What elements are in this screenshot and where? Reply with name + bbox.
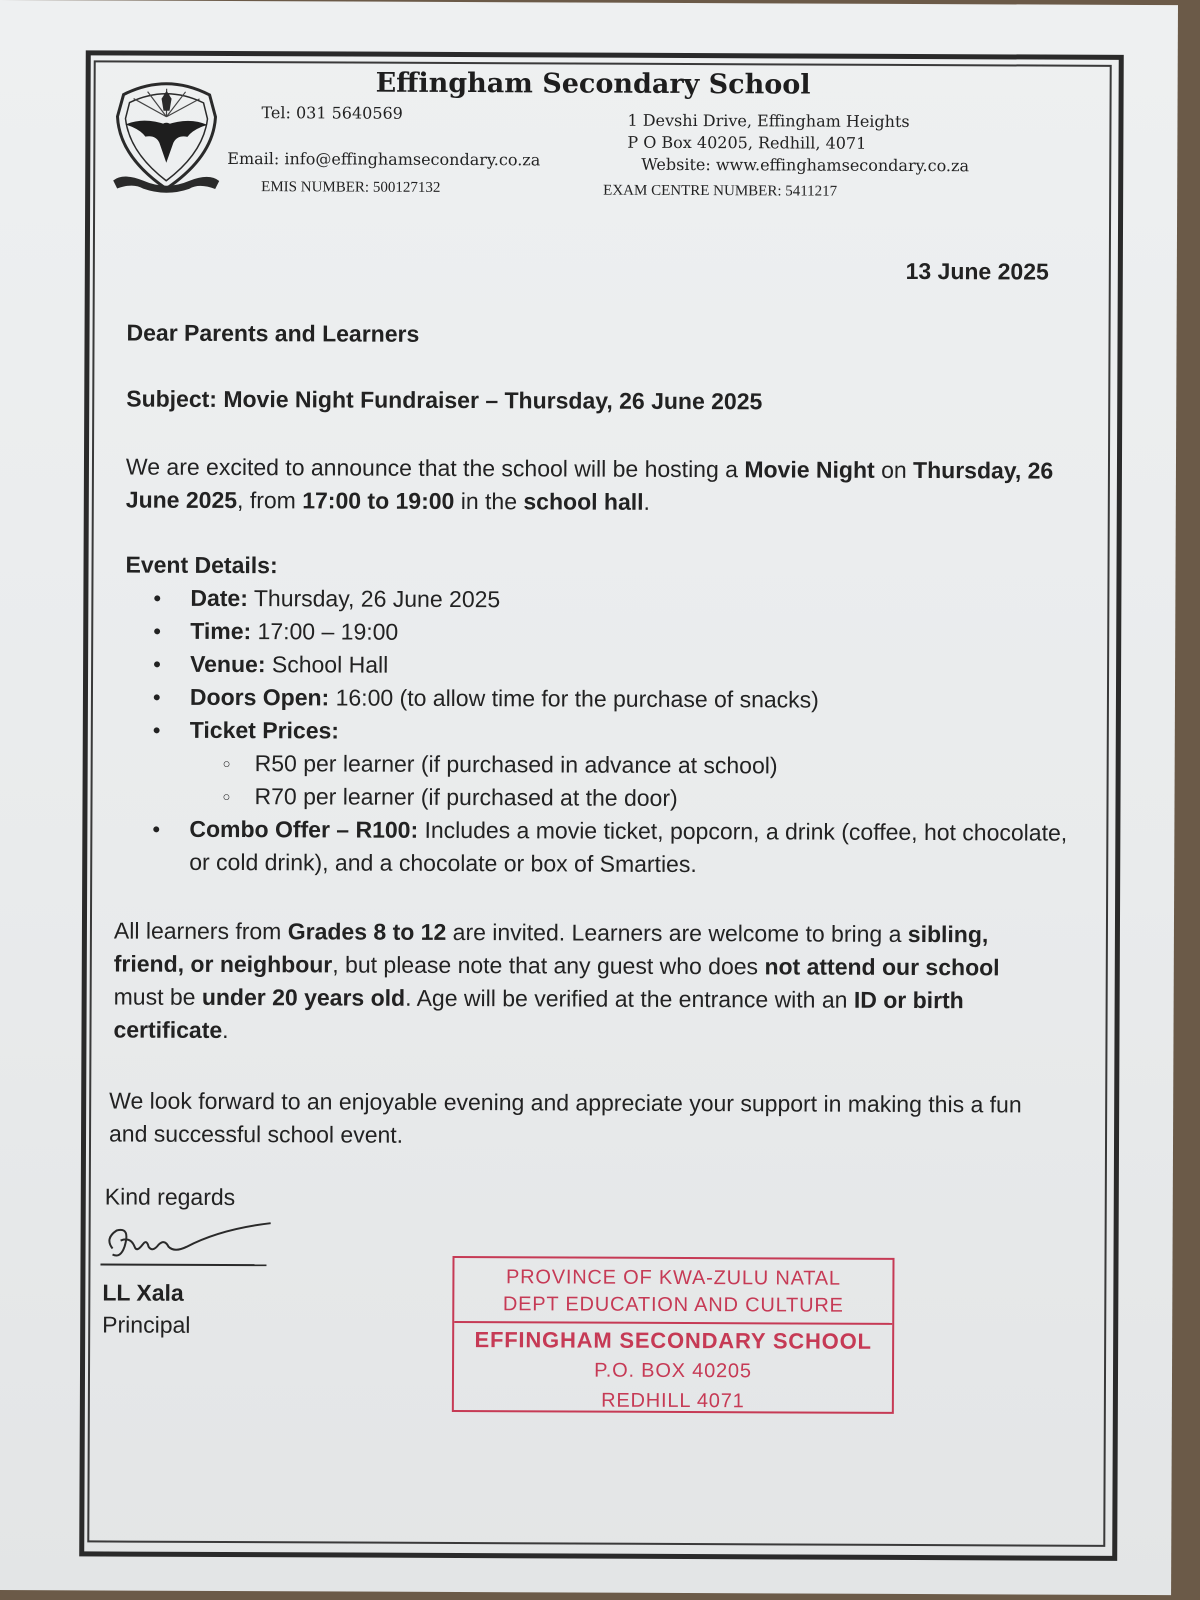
- official-stamp: [452, 1256, 895, 1414]
- signatory-title: Principal: [102, 1311, 191, 1338]
- event-details-section: [124, 549, 1075, 883]
- school-address-line2: P O Box 40205, Redhill, 4071: [627, 132, 867, 153]
- school-telephone: Tel: 031 5640569: [261, 103, 403, 123]
- school-address-line1: 1 Devshi Drive, Effingham Heights: [627, 110, 910, 131]
- exam-centre-number: EXAM CENTRE NUMBER: 5411217: [603, 182, 838, 200]
- stamp-department: DEPT EDUCATION AND CULTURE: [502, 1293, 844, 1317]
- school-name: Effingham Secondary School: [375, 67, 811, 101]
- signatory-name: LL Xala: [102, 1279, 184, 1306]
- list-item: • Time: 17:00 – 19:00: [125, 615, 1075, 652]
- event-details-list: [125, 582, 1076, 751]
- signature-icon: [90, 1218, 290, 1279]
- list-item: • Date: Thursday, 26 June 2025: [125, 582, 1075, 619]
- emis-number: EMIS NUMBER: 500127132: [261, 179, 441, 196]
- intro-paragraph: We are excited to announce that the school will be hosting a Movie Night on Thursday, 26 June 2025, from 17:00 to 19:00 in the school hall.: [125, 453, 1054, 515]
- stamp-po-box: P.O. BOX 40205: [594, 1359, 752, 1383]
- closing-paragraph: We look forward to an enjoyable evening and appreciate your support in making this a fun and successful school event.: [108, 1087, 1022, 1148]
- stamp-town: REDHILL 4071: [601, 1389, 745, 1413]
- school-crest-icon: [103, 76, 230, 201]
- list-item: • Venue: School Hall: [125, 648, 1075, 685]
- event-details-heading: Event Details:: [125, 551, 278, 579]
- salutation: Dear Parents and Learners: [126, 319, 420, 347]
- list-item: • Doors Open: 16:00 (to allow time for the purchase of snacks): [125, 681, 1075, 718]
- school-website: Website: www.effinghamsecondary.co.za: [641, 154, 970, 176]
- stamp-province: PROVINCE OF KWA-ZULU NATAL: [505, 1266, 841, 1290]
- kind-regards: Kind regards: [104, 1183, 236, 1211]
- list-item: ○ R50 per learner (if purchased in advance at school): [125, 747, 1075, 784]
- list-item: ○ R70 per learner (if purchased at the door): [124, 780, 1074, 817]
- school-email: Email: info@effinghamsecondary.co.za: [227, 148, 541, 170]
- stamp-school-name: EFFINGHAM SECONDARY SCHOOL: [474, 1327, 872, 1354]
- ticket-price-list: [124, 747, 1074, 817]
- letter-date: 13 June 2025: [905, 257, 1049, 285]
- combo-offer-list: [124, 813, 1074, 883]
- letter-subject: Subject: Movie Night Fundraiser – Thursday, 26 June 2025: [126, 385, 763, 415]
- invitation-paragraph: All learners from Grades 8 to 12 are invited. Learners are welcome to bring a sibling, friend, or neighbour, but please note that any guest who does not attend our school must be under 20 years old. Age will be verified at the entrance with an ID or birth certificate.: [113, 917, 1000, 1044]
- list-item: • Combo Offer – R100: Includes a movie ticket, popcorn, a drink (coffee, hot chocolate, or cold drink), and a chocolate or box of Smarties.: [124, 813, 1074, 883]
- list-item: • Ticket Prices:: [125, 714, 1075, 751]
